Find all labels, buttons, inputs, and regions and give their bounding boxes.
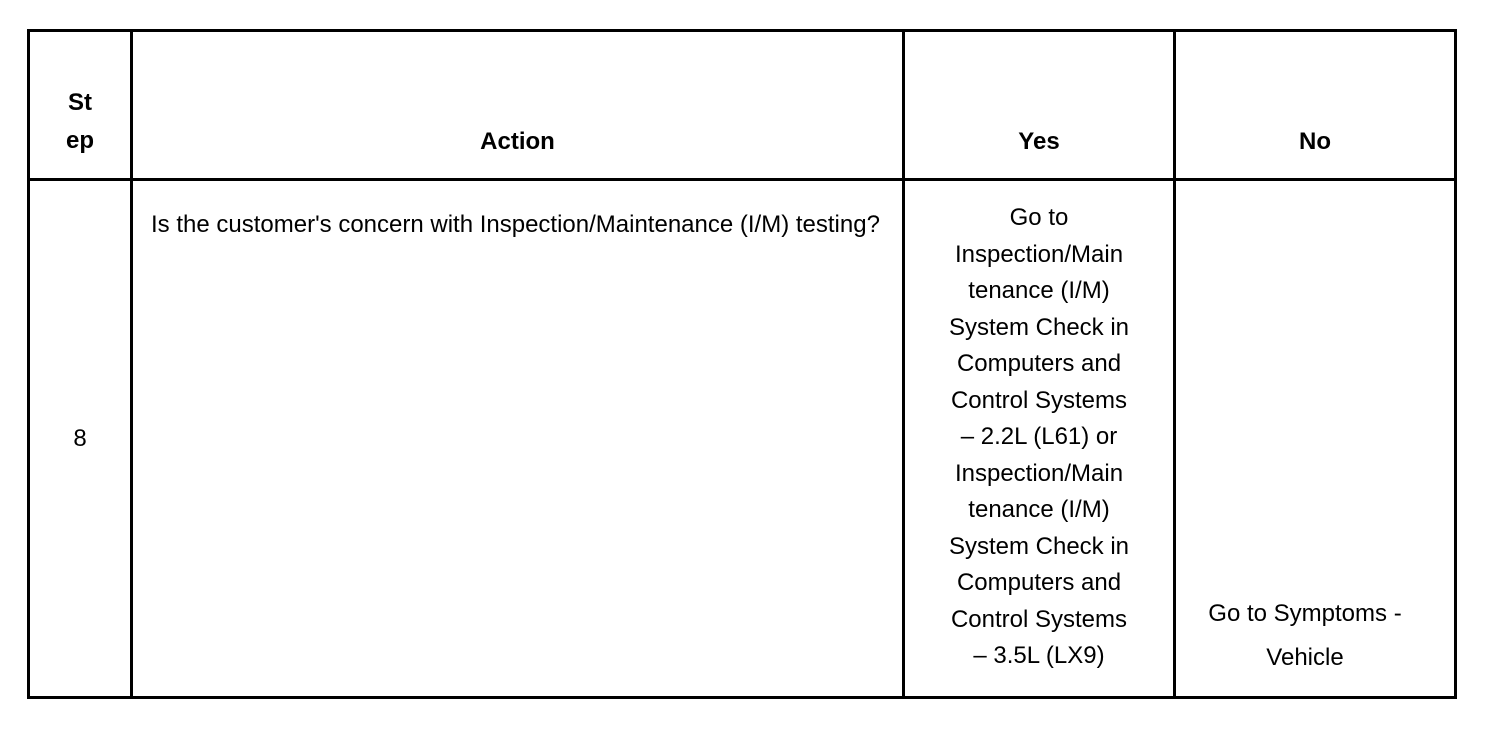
no-cell [1175,180,1456,698]
header-action-label: Action [480,128,555,155]
action-text: Is the customer's concern with Inspection/Maintenance (I/M) testing? [151,211,880,238]
header-yes-label: Yes [1018,128,1060,155]
header-yes [904,31,1175,180]
yes-cell [904,180,1175,698]
header-step-label: St ep [65,89,94,154]
table-row [29,180,1456,698]
header-no [1175,31,1456,180]
diagnostic-table [27,29,1457,699]
header-action [132,31,904,180]
header-row [29,31,1456,180]
header-no-label: No [1299,128,1331,155]
no-text: Go to Symptoms - Vehicle [1208,600,1402,671]
yes-text: Go to Inspection/Main tenance (I/M) System Check in Computers and Control Systems – 2.2L (L61) or Inspection/Main tenance (I/M) System Check in Computers and Control Systems – 3.5L (LX9) [948,204,1130,669]
header-step [29,31,132,180]
step-number: 8 [73,424,87,452]
action-cell [132,180,904,698]
step-cell [29,180,132,698]
